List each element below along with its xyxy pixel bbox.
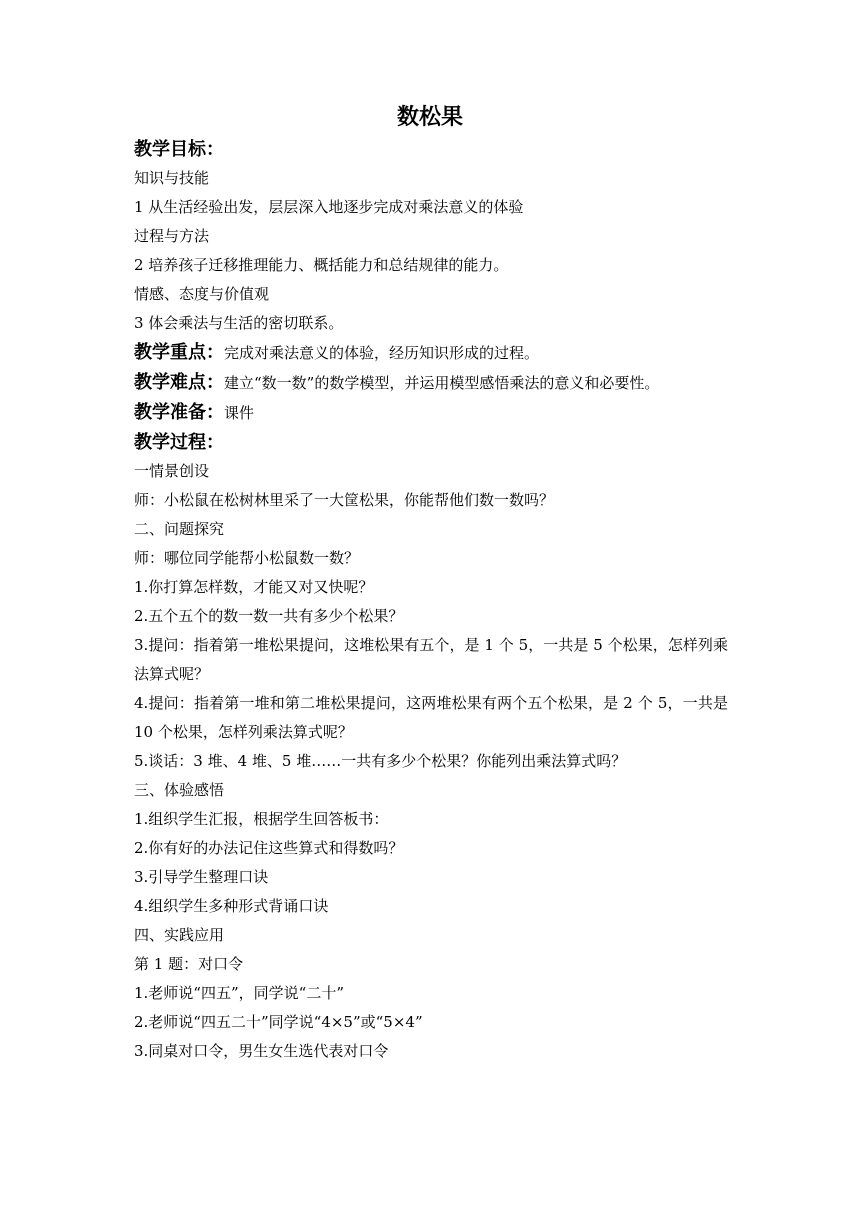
process-line: 2.老师说“四五二十”同学说“4×5”或“5×4” [134, 1013, 423, 1031]
process-line: 3.同桌对口令，男生女生选代表对口令 [134, 1042, 389, 1060]
key-point-text: 完成对乘法意义的体验，经历知识形成的过程。 [224, 344, 540, 362]
difficulty-label: 教学难点： [134, 372, 224, 393]
process-line: 三、体验感悟 [134, 781, 225, 799]
process-line: 4.提问：指着第一堆和第二堆松果提问，这两堆松果有两个五个松果，是 2 个 5，一共是 10 个松果，怎样列乘法算式呢？ [134, 694, 728, 741]
process-line: 1.老师说“四五”，同学说“二十” [134, 984, 344, 1002]
process-line: 第 1 题：对口令 [134, 955, 244, 973]
process-heading: 教学过程： [134, 432, 224, 453]
process-line: 四、实践应用 [134, 926, 225, 944]
document-title: 数松果 [396, 105, 463, 130]
process-method-item: 2 培养孩子迁移推理能力、概括能力和总结规律的能力。 [134, 256, 509, 274]
emotion-label: 情感、态度与价值观 [134, 285, 270, 303]
difficulty-row [134, 368, 728, 398]
process-line: 1.组织学生汇报，根据学生回答板书： [134, 810, 389, 828]
goals-heading: 教学目标： [134, 139, 224, 160]
difficulty-text: 建立“数一数”的数学模型，并运用模型感悟乘法的意义和必要性。 [224, 374, 660, 392]
process-line: 师：小松鼠在松树林里采了一大筐松果，你能帮他们数一数吗？ [134, 491, 555, 509]
process-line: 3.提问：指着第一堆松果提问，这堆松果有五个，是 1 个 5，一共是 5 个松果，怎样列乘法算式呢？ [134, 636, 728, 683]
emotion-item: 3 体会乘法与生活的密切联系。 [134, 314, 344, 332]
process-method-label: 过程与方法 [134, 227, 210, 245]
process-line: 1.你打算怎样数，才能又对又快呢？ [134, 578, 374, 596]
key-point-row [134, 338, 728, 368]
knowledge-label: 知识与技能 [134, 169, 210, 187]
key-point-label: 教学重点： [134, 342, 224, 363]
preparation-text: 课件 [224, 404, 255, 422]
process-line: 二、问题探究 [134, 520, 225, 538]
document-body [134, 135, 728, 1066]
process-line: 一情景创设 [134, 462, 210, 480]
process-line: 4.组织学生多种形式背诵口诀 [134, 897, 329, 915]
process-line: 3.引导学生整理口诀 [134, 868, 269, 886]
process-line: 2.你有好的办法记住这些算式和得数吗？ [134, 839, 404, 857]
preparation-label: 教学准备： [134, 402, 224, 423]
process-line: 师：哪位同学能帮小松鼠数一数？ [134, 549, 360, 567]
process-line: 2.五个五个的数一数一共有多少个松果？ [134, 607, 404, 625]
knowledge-item: 1 从生活经验出发，层层深入地逐步完成对乘法意义的体验 [134, 198, 524, 216]
preparation-row [134, 398, 728, 428]
process-line: 5.谈话：3 堆、4 堆、5 堆……一共有多少个松果？你能列出乘法算式吗？ [134, 752, 627, 770]
